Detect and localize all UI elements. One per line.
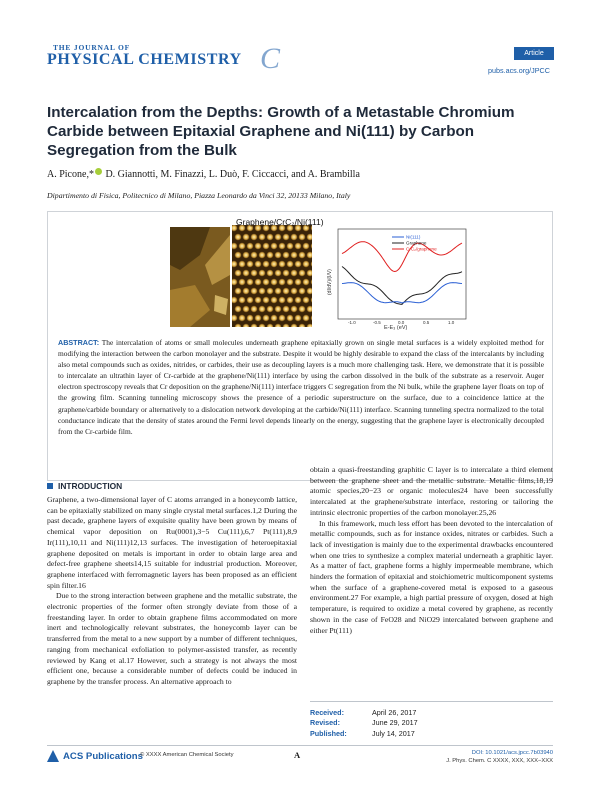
- x-tick-label: -1.0: [348, 320, 356, 325]
- stm-atom-spot: [315, 288, 322, 295]
- stm-atom-spot: [231, 297, 238, 304]
- stm-atom-spot: [299, 252, 306, 259]
- stm-atom-spot: [295, 243, 302, 250]
- copyright: © XXXX American Chemical Society: [140, 752, 234, 758]
- stm-atom-spot: [311, 243, 318, 250]
- stm-atom-spot: [283, 306, 290, 313]
- stm-atom-spot: [275, 288, 282, 295]
- stm-atom-spot: [263, 243, 270, 250]
- stm-atom-spot: [291, 252, 298, 259]
- stm-atom-spot: [243, 252, 250, 259]
- stm-atom-spot: [299, 234, 306, 241]
- article-type-badge: Article: [514, 47, 554, 60]
- stm-atom-spot: [287, 261, 294, 268]
- author-first[interactable]: A. Picone,: [47, 169, 89, 180]
- footer-divider: [47, 745, 553, 746]
- stm-atom-spot: [311, 261, 318, 268]
- section-bullet-icon: [47, 483, 53, 489]
- citation: J. Phys. Chem. C XXXX, XXX, XXX−XXX: [446, 758, 553, 765]
- stm-atom-spot: [315, 270, 322, 277]
- stm-atom-spot: [255, 279, 262, 286]
- stm-atom-spot: [315, 306, 322, 313]
- stm-atom-spot: [251, 270, 258, 277]
- orcid-icon[interactable]: [95, 168, 102, 175]
- stm-atom-spot: [231, 243, 238, 250]
- stm-atom-spot: [243, 234, 250, 241]
- publication-dates: [310, 701, 553, 739]
- published-date: July 14, 2017: [372, 728, 415, 738]
- journal-url-link[interactable]: pubs.acs.org/JPCC: [488, 66, 550, 75]
- received-label: Received:: [310, 708, 344, 717]
- stm-atom-spot: [307, 270, 314, 277]
- stm-atom-spot: [307, 306, 314, 313]
- stm-atom-spot: [283, 234, 290, 241]
- stm-atom-spot: [247, 261, 254, 268]
- stm-atom-spot: [259, 288, 266, 295]
- stm-atom-spot: [235, 270, 242, 277]
- stm-atom-spot: [291, 234, 298, 241]
- stm-atom-spot: [275, 306, 282, 313]
- body-column-right: [310, 465, 553, 636]
- stm-atom-spot: [307, 252, 314, 259]
- stm-atom-spot: [255, 261, 262, 268]
- x-tick-label: 1.0: [448, 320, 455, 325]
- stm-atom-spot: [239, 297, 246, 304]
- stm-atom-spot: [295, 315, 302, 322]
- stm-atom-spot: [287, 243, 294, 250]
- stm-atom-spot: [239, 261, 246, 268]
- stm-atom-spot: [311, 297, 318, 304]
- paragraph: Graphene, a two-dimensional layer of C atoms arranged in a honeycomb lattice, can be epitaxially stabilized on many single crystal metal surfaces.1,2 During the past decade, graphene layers of exquisite quality have been grown by means of chemical vapor deposition on Ru(0001),3−5 Cu(111),6,7 Pt(111),8,9 Ir(111),10,11 and Ni(111)12,13 surfaces. The investigation of heteroepitaxial graphene deposited on metals is important in order to obtain large area and defect-free graphene sheets14,15 suitable for industrial production. Moreover, graphene interfaced with ferromagnetic layers has been proposed as an efficient spin filter.16: [47, 495, 297, 590]
- stm-atom-spot: [279, 243, 286, 250]
- stm-atom-spot: [235, 234, 242, 241]
- stm-atom-spot: [251, 252, 258, 259]
- stm-atom-spot: [243, 306, 250, 313]
- x-tick-label: 0.0: [398, 320, 405, 325]
- section-heading-introduction: INTRODUCTION: [47, 481, 122, 491]
- stm-atom-spot: [291, 306, 298, 313]
- article-title: Intercalation from the Depths: Growth of a Metastable Chromium Carbide between Epitaxial Graphene and Ni(111) by Carbon Segregation from the Bulk: [47, 104, 515, 159]
- stm-atom-spot: [235, 306, 242, 313]
- legend-label: Ni(111): [406, 234, 421, 240]
- stm-atom-spot: [247, 315, 254, 322]
- toc-graphic: [170, 215, 470, 330]
- stm-atom-spot: [247, 297, 254, 304]
- stm-atom-spot: [275, 234, 282, 241]
- stm-atom-spot: [263, 297, 270, 304]
- doi-block: [410, 749, 553, 765]
- stm-atom-spot: [267, 288, 274, 295]
- stm-atom-spot: [263, 261, 270, 268]
- stm-atom-spot: [287, 297, 294, 304]
- journal-name-main: PHYSICAL CHEMISTRY: [47, 51, 242, 68]
- spectra-xlabel: E-E₃ (eV): [384, 325, 408, 330]
- paragraph: In this framework, much less effort has been devoted to the intercalation of metallic compounds, such as for instance oxides, nitrates or carbides. Such a lack of investigation is mainly due to the experimental drawbacks encountered when one tries to synthesize a complex material underneath a graphitic layer. As a matter of fact, graphene forms a highly impermeable membrane, which hinders the formation of epitaxial and stoichiometric multicomponent systems when the surface of a graphene-covered metal is exposed to a gaseous environment.27 For example, a high partial pressure of oxygen, dosed at high temperature, is required to oxidize a metal covered by graphene, as recently shown in the case of FeO28 and NiO29 intercalated between graphene and either Pt(111): [310, 518, 553, 635]
- revised-date: June 29, 2017: [372, 718, 418, 728]
- stm-atom-spot: [279, 261, 286, 268]
- x-tick-label: -0.5: [373, 320, 381, 325]
- stm-atom-spot: [263, 279, 270, 286]
- journal-name-top: THE JOURNAL OF: [53, 43, 131, 52]
- stm-atom-spot: [315, 234, 322, 241]
- stm-atom-spot: [303, 315, 310, 322]
- stm-atom-spot: [267, 270, 274, 277]
- stm-atom-spot: [271, 261, 278, 268]
- stm-atom-spot: [259, 306, 266, 313]
- stm-atom-spot: [283, 270, 290, 277]
- revised-label: Revised:: [310, 718, 340, 728]
- acs-logo-icon: [47, 750, 59, 762]
- stm-image-label: Graphene/CrC₂/Ni(111): [236, 217, 324, 227]
- stm-atom-spot: [295, 297, 302, 304]
- stm-atom-spot: [255, 315, 262, 322]
- stm-atom-spot: [287, 315, 294, 322]
- stm-atom-spot: [315, 252, 322, 259]
- stm-atom-spot: [307, 288, 314, 295]
- x-tick-label: 0.5: [423, 320, 430, 325]
- abstract: [58, 337, 544, 437]
- published-label: Published:: [310, 728, 347, 738]
- stm-atom-spot: [235, 288, 242, 295]
- stm-atom-spot: [291, 270, 298, 277]
- legend-label: CrC₂/graphene: [406, 246, 437, 252]
- body-column-left: [47, 495, 297, 688]
- stm-atom-spot: [295, 261, 302, 268]
- journal-section-letter: C: [260, 42, 281, 75]
- stm-atom-spot: [303, 243, 310, 250]
- stm-atom-spot: [299, 288, 306, 295]
- spectra-ylabel: (dI/dV)/(I/V): [327, 269, 333, 295]
- page-number: A: [294, 750, 301, 760]
- stm-atom-spot: [239, 279, 246, 286]
- stm-atom-spot: [251, 234, 258, 241]
- stm-atom-spot: [303, 279, 310, 286]
- stm-atom-spot: [311, 279, 318, 286]
- stm-atom-spot: [255, 243, 262, 250]
- paragraph: Due to the strong interaction between graphene and the metallic substrate, the electronic properties of the former often strongly deviate from those of a freestanding layer. In order to obtain graphene films accommodated on more inert and technologically relevant substrates, the honeycomb layer can be transferred from the metal to a new support by a number of different techniques, ranging from mechanical exfoliation to polymer-assisted transfer, as recently reviewed by Kang et al.17 However, such a strategy is not always the most efficient one, because a considerable number of defects could be induced in graphene by the transfer process. An alternative approach to: [47, 591, 297, 686]
- stm-atom-spot: [275, 270, 282, 277]
- stm-atom-spot: [235, 252, 242, 259]
- stm-atom-spot: [255, 297, 262, 304]
- legend-label: Graphene: [406, 240, 427, 246]
- affiliation: Dipartimento di Fisica, Politecnico di Milano, Piazza Leonardo da Vinci 32, 20133 Milano, Italy: [47, 191, 351, 200]
- stm-atom-spot: [271, 297, 278, 304]
- stm-atom-spot: [283, 288, 290, 295]
- stm-atom-spot: [243, 270, 250, 277]
- stm-atom-spot: [279, 279, 286, 286]
- stm-atom-spot: [251, 288, 258, 295]
- stm-atom-spot: [295, 279, 302, 286]
- author-list: [47, 168, 557, 180]
- stm-atom-spot: [315, 324, 322, 330]
- stm-atom-spot: [279, 315, 286, 322]
- stm-atom-spot: [231, 261, 238, 268]
- stm-atom-spot: [303, 297, 310, 304]
- stm-atom-spot: [271, 243, 278, 250]
- stm-atom-spot: [239, 315, 246, 322]
- stm-atom-spot: [251, 306, 258, 313]
- stm-atom-spot: [271, 315, 278, 322]
- stm-atom-spot: [299, 306, 306, 313]
- stm-atom-spot: [239, 243, 246, 250]
- stm-atom-spot: [299, 270, 306, 277]
- stm-atom-spot: [259, 270, 266, 277]
- stm-atom-spot: [307, 234, 314, 241]
- stm-atom-spot: [283, 252, 290, 259]
- stm-atom-spot: [259, 252, 266, 259]
- stm-atom-spot: [231, 315, 238, 322]
- stm-atom-spot: [259, 234, 266, 241]
- stm-atom-spot: [263, 315, 270, 322]
- stm-atom-spot: [247, 279, 254, 286]
- journal-logo[interactable]: [47, 40, 287, 80]
- abstract-text: The intercalation of atoms or small molecules underneath graphene epitaxially grown on single metal surfaces is a widely exploited method for modifying the interaction between the carbon monolayer and the substrate. Despite it would be highly desirable to expand the class of the intercalants by including also metal compounds such as oxides, nitrides, or carbides, their use as decoupling layers is a much more challenging task. Here, we demonstrate that it is possible to intercalate an ultrathin layer of Cr-carbide at the graphene/Ni(111) interface by using the carbon dissolved in the bulk of the substrate as a reservoir. Auger electron spectroscopy reveals that Cr deposition on the graphene/Ni(111) interface triggers C segregation from the Ni bulk, while the graphene layer floats on top of the growing film. Scanning tunneling microscopy shows the presence of a periodic superstructure on the surface, due to a coincidence lattice at the graphene/carbide boundary or alternatively to a dislocation network developing at the carbide/Ni(111) interface. Scanning tunneling spectra normalized to the total conductance indicate that the density of states around the Fermi level depends linearly on the energy, suggesting that the graphene layer is electronically decoupled from the Cr-carbide film.: [58, 338, 544, 436]
- stm-atom-spot: [267, 252, 274, 259]
- stm-atom-spot: [267, 234, 274, 241]
- stm-atom-spot: [271, 279, 278, 286]
- stm-atom-spot: [247, 243, 254, 250]
- stm-atom-spot: [279, 297, 286, 304]
- publisher-logo[interactable]: ACS Publications: [47, 750, 143, 762]
- stm-atom-spot: [231, 279, 238, 286]
- corresponding-author-mark: *: [88, 169, 94, 180]
- doi-link[interactable]: DOI: 10.1021/acs.jpcc.7b03940: [471, 750, 553, 756]
- stm-atom-spot: [311, 315, 318, 322]
- stm-atom-spot: [287, 279, 294, 286]
- stm-atom-spot: [303, 261, 310, 268]
- author-rest[interactable]: D. Giannotti, M. Finazzi, L. Duò, F. Ciccacci, and A. Brambilla: [102, 169, 360, 180]
- stm-atom-spot: [267, 306, 274, 313]
- stm-atom-spot: [243, 288, 250, 295]
- received-date: April 26, 2017: [372, 708, 417, 717]
- paragraph: obtain a quasi-freestanding graphitic C layer is to intercalate a third element between the graphene sheet and the metallic substrate. Metallic films,18,19 atomic species,20−23 or organic molecules24 have been successfully intercalated at the graphene/substrate interface, restoring or tailoring the intrinsic electronic properties of the carbon monolayer.25,26: [310, 465, 553, 517]
- stm-atom-spot: [275, 252, 282, 259]
- abstract-label: ABSTRACT:: [58, 338, 100, 347]
- stm-atom-spot: [291, 288, 298, 295]
